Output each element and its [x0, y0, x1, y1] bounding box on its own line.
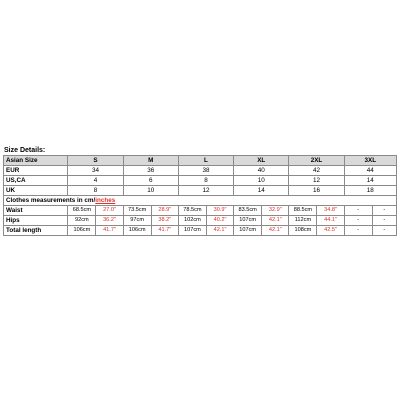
conversion-row — [4, 176, 397, 186]
inch-value-cell: 36.2" — [96, 216, 123, 226]
cm-value-cell: - — [372, 216, 396, 226]
measurements-title-prefix: Clothes measurements in cm/ — [6, 197, 96, 204]
conversion-row — [4, 186, 397, 196]
size-value-cell: 12 — [178, 186, 233, 196]
measurement-row — [4, 216, 397, 226]
measurement-row — [4, 206, 397, 216]
size-value-cell: 4 — [68, 176, 123, 186]
cm-value-cell: - — [344, 206, 372, 216]
size-table-body — [4, 156, 397, 236]
size-value-cell: 10 — [234, 176, 289, 186]
inch-value-cell: 38.2" — [151, 216, 178, 226]
size-value-cell: 44 — [344, 166, 396, 176]
size-value-cell: 14 — [344, 176, 396, 186]
size-value-cell: 6 — [123, 176, 178, 186]
cm-value-cell: 73.5cm — [123, 206, 151, 216]
conversion-row — [4, 166, 397, 176]
size-header-3xl: 3XL — [344, 156, 396, 166]
row-label: US,CA — [4, 176, 68, 186]
inch-value-cell: 44.1" — [317, 216, 344, 226]
row-label: Total length — [4, 226, 68, 236]
inch-value-cell: 30.9" — [206, 206, 233, 216]
size-details-title: Size Details: — [4, 147, 46, 154]
cm-value-cell: 108cm — [289, 226, 317, 236]
cm-value-cell: 112cm — [289, 216, 317, 226]
inch-value-cell: 27.0" — [96, 206, 123, 216]
cm-value-cell: 107cm — [234, 216, 262, 226]
inch-value-cell: 42.1" — [262, 216, 289, 226]
inch-value-cell: 41.7" — [151, 226, 178, 236]
inch-value-cell: 32.9" — [262, 206, 289, 216]
cm-value-cell: 107cm — [178, 226, 206, 236]
size-value-cell: 42 — [289, 166, 344, 176]
size-value-cell: 36 — [123, 166, 178, 176]
size-header-2xl: 2XL — [289, 156, 344, 166]
measurement-row — [4, 226, 397, 236]
size-value-cell: 12 — [289, 176, 344, 186]
size-header-s: S — [68, 156, 123, 166]
row-label: Hips — [4, 216, 68, 226]
size-value-cell: 8 — [178, 176, 233, 186]
row-label: Waist — [4, 206, 68, 216]
cm-value-cell: - — [344, 226, 372, 236]
row-label: EUR — [4, 166, 68, 176]
size-value-cell: 40 — [234, 166, 289, 176]
measurements-title — [4, 196, 397, 206]
size-header-xl: XL — [234, 156, 289, 166]
size-value-cell: 14 — [234, 186, 289, 196]
inch-value-cell: 40.2" — [206, 216, 233, 226]
size-header-l: L — [178, 156, 233, 166]
cm-value-cell: 83.5cm — [234, 206, 262, 216]
size-table — [3, 155, 397, 236]
cm-value-cell: 97cm — [123, 216, 151, 226]
cm-value-cell: - — [372, 226, 396, 236]
size-value-cell: 10 — [123, 186, 178, 196]
inch-value-cell: 42.1" — [262, 226, 289, 236]
cm-value-cell: 68.5cm — [68, 206, 96, 216]
cm-value-cell: 102cm — [178, 216, 206, 226]
asian-size-header: Asian Size — [4, 156, 68, 166]
cm-value-cell: 106cm — [68, 226, 96, 236]
cm-value-cell: 88.5cm — [289, 206, 317, 216]
size-value-cell: 16 — [289, 186, 344, 196]
inch-value-cell: 42.5" — [317, 226, 344, 236]
size-value-cell: 34 — [68, 166, 123, 176]
row-label: UK — [4, 186, 68, 196]
cm-value-cell: 106cm — [123, 226, 151, 236]
size-value-cell: 18 — [344, 186, 396, 196]
inch-value-cell: 28.9" — [151, 206, 178, 216]
cm-value-cell: - — [372, 206, 396, 216]
size-value-cell: 38 — [178, 166, 233, 176]
cm-value-cell: - — [344, 216, 372, 226]
cm-value-cell: 92cm — [68, 216, 96, 226]
size-header-m: M — [123, 156, 178, 166]
measurements-title-inches: inches — [95, 197, 116, 204]
inch-value-cell: 41.7" — [96, 226, 123, 236]
size-header-row — [4, 156, 397, 166]
size-chart — [3, 146, 397, 236]
cm-value-cell: 107cm — [234, 226, 262, 236]
measurements-section-row — [4, 196, 397, 206]
size-value-cell: 8 — [68, 186, 123, 196]
inch-value-cell: 42.1" — [206, 226, 233, 236]
inch-value-cell: 34.8" — [317, 206, 344, 216]
cm-value-cell: 78.5cm — [178, 206, 206, 216]
